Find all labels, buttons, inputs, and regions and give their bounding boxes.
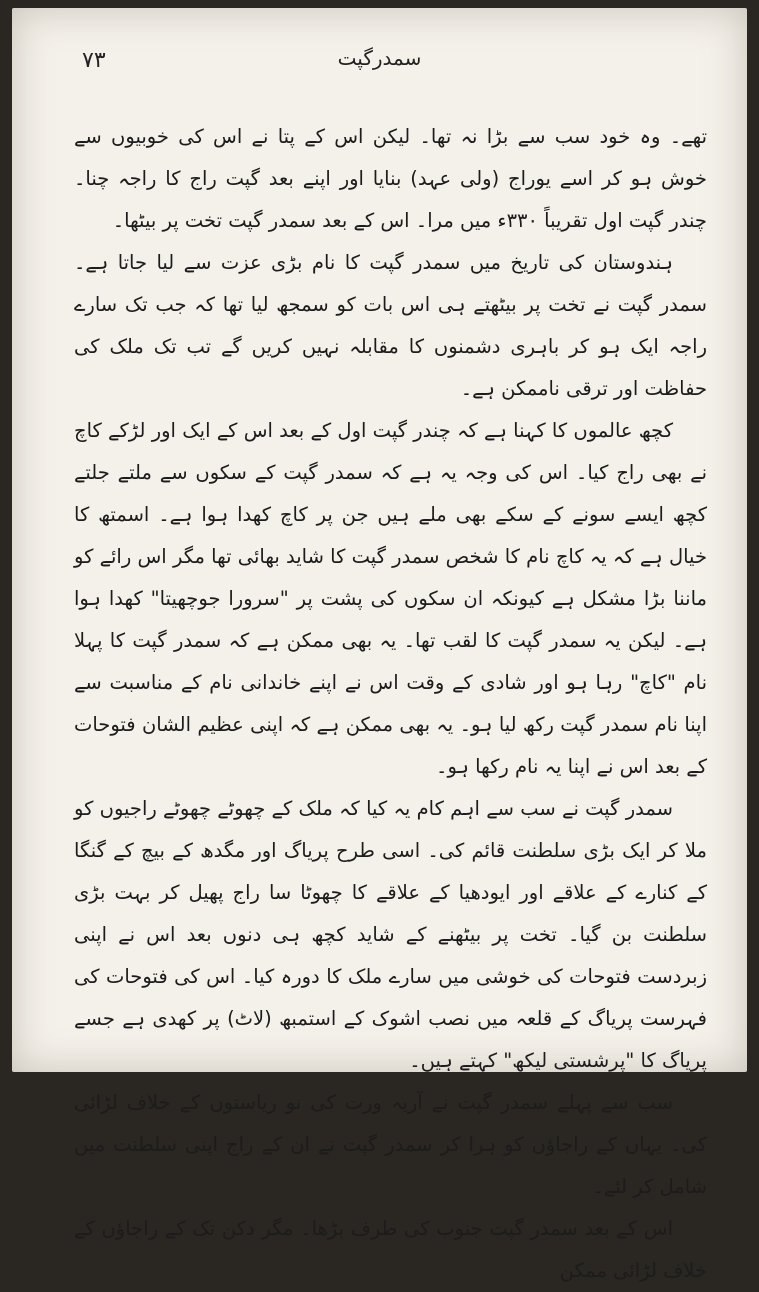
running-header-title: سمدرگپت — [337, 46, 422, 70]
paragraph-6: اس کے بعد سمدر گپت جنوب کی طرف بڑھا۔ مگر دکن تک کے راجاؤں کے خلاف لڑائی ممکن — [74, 1217, 707, 1282]
paragraph-1: تھے۔ وہ خود سب سے بڑا نہ تھا۔ لیکن اس کے پتا نے اس کی خوبیوں سے خوش ہو کر اسے یوراج (ولی عہد) بنایا اور اپنے بعد گپت راج کا راجہ چنا۔ چندر گپت اول تقریباً ۳۳۰ء میں مرا۔ اس کے بعد سمدر گپت تخت پر بیٹھا۔ — [74, 125, 707, 232]
page-number: ۷۳ — [82, 48, 106, 73]
paragraph-2: ہندوستان کی تاریخ میں سمدر گپت کا نام بڑی عزت سے لیا جاتا ہے۔ سمدر گپت نے تخت پر بیٹھتے ہی اس بات کو سمجھ لیا تھا کہ جب تک سارے راجہ ایک ہو کر باہری دشمنوں کا مقابلہ نہیں کریں گے تب تک ملک کی حفاظت اور ترقی ناممکن ہے۔ — [74, 251, 707, 400]
body-text — [74, 116, 707, 1292]
paragraph-5: سب سے پہلے سمدر گپت نے آریہ ورت کی نو ریاستوں کے خلاف لڑائی کی۔ یہاں کے راجاؤں کو ہرا کر سمدر گپت نے ان کے راج اپنی سلطنت میں شامل کر لئے۔ — [74, 1091, 707, 1198]
book-page — [12, 8, 747, 1282]
paragraph-3: کچھ عالموں کا کہنا ہے کہ چندر گپت اول کے بعد اس کے ایک اور لڑکے کاچ نے بھی راج کیا۔ اس کی وجہ یہ ہے کہ سمدر گپت کے سکوں سے ملتے جلتے کچھ ایسے سونے کے سکے بھی ملے ہیں جن پر کاچ کھدا ہوا ہے۔ اسمتھ کا خیال ہے کہ یہ کاچ نام کا شخص سمدر گپت کا شاید بھائی تھا مگر اس رائے کو ماننا بڑا مشکل ہے کیونکہ ان سکوں کی پشت پر "سرورا جوچھیتا" کھدا ہوا ہے۔ لیکن یہ سمدر گپت کا لقب تھا۔ یہ بھی ممکن ہے کہ سمدر گپت کا پہلا نام "کاچ" رہا ہو اور شادی کے وقت اس نے اپنے خاندانی نام کے مناسبت سے اپنا نام سمدر گپت رکھ لیا ہو۔ یہ بھی ممکن ہے کہ اپنی عظیم الشان فتوحات کے بعد اس نے اپنا یہ نام رکھا ہو۔ — [74, 419, 707, 778]
paragraph-4: سمدر گپت نے سب سے اہم کام یہ کیا کہ ملک کے چھوٹے چھوٹے راجیوں کو ملا کر ایک بڑی سلطنت قائم کی۔ اسی طرح پریاگ اور مگدھ کے بیچ کے گنگا کے کنارے کے علاقے اور ایودھیا کے علاقے کا چھوٹا سا راج پھیل کر بہت بڑی سلطنت بن گیا۔ تخت پر بیٹھنے کے شاید کچھ ہی دنوں بعد اس نے اپنی زبردست فتوحات کی خوشی میں سارے ملک کا دورہ کیا۔ اس کی فتوحات کی فہرست پریاگ کے قلعہ میں نصب اشوک کے استمبھ (لاٹ) پر کھدی ہے جسے پریاگ کا "پرشستی لیکھ" کہتے ہیں۔ — [74, 797, 707, 1072]
